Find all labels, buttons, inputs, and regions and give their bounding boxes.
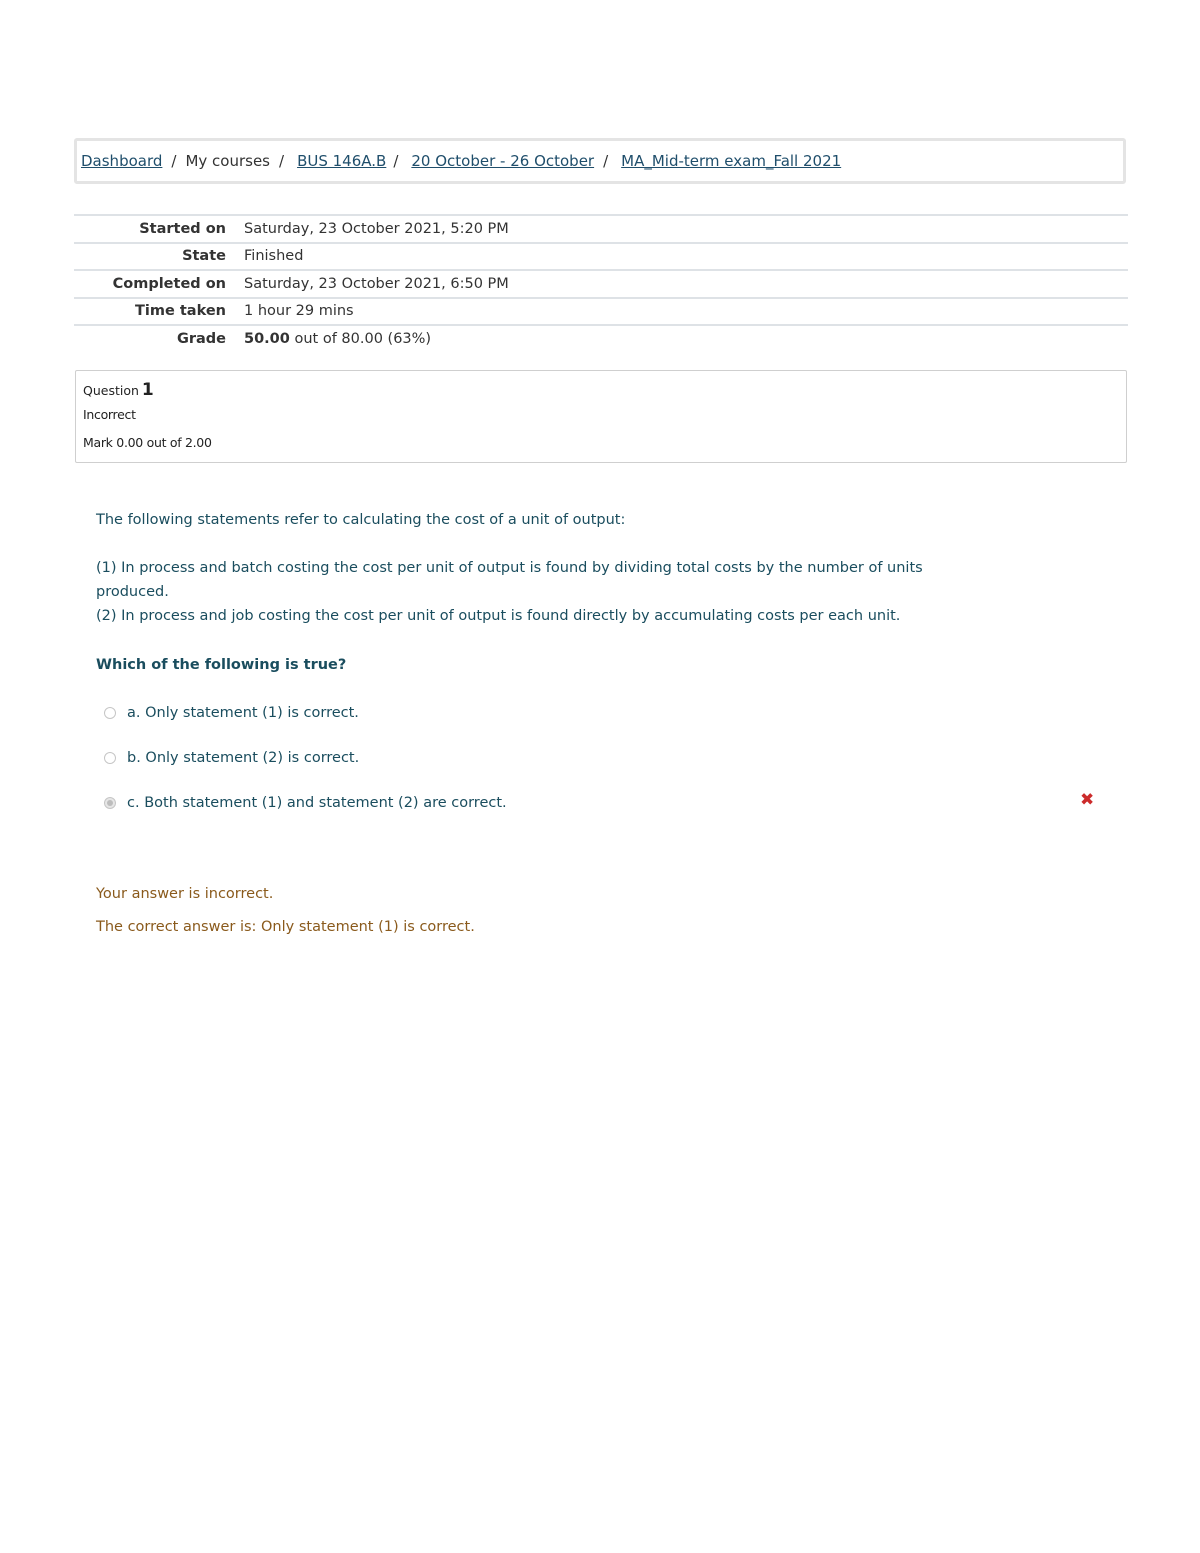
breadcrumb-separator: / xyxy=(171,152,177,170)
breadcrumb-my-courses: My courses xyxy=(185,152,270,170)
question-state: Incorrect xyxy=(83,407,136,422)
breadcrumb-separator: / xyxy=(393,152,399,170)
attempt-summary-table xyxy=(74,214,1128,353)
answer-a-label: a. Only statement (1) is correct. xyxy=(127,705,359,721)
question-intro: The following statements refer to calculating the cost of a unit of output: xyxy=(96,512,626,528)
breadcrumb-quiz-link[interactable]: MA_Mid-term exam_Fall 2021 xyxy=(621,152,842,170)
breadcrumb-course-link[interactable]: BUS 146A.B xyxy=(297,152,387,170)
grade-value-cell xyxy=(242,325,1128,353)
question-info-box xyxy=(75,370,1127,463)
breadcrumb xyxy=(74,138,1126,184)
question-statement-1: (1) In process and batch costing the cost per unit of output is found by dividing total costs by the number of units produced. xyxy=(96,560,923,600)
question-number xyxy=(83,378,1126,402)
started-on-value: Saturday, 23 October 2021, 5:20 PM xyxy=(242,215,1128,243)
grade-label: Grade xyxy=(74,325,242,353)
answer-option-b[interactable] xyxy=(104,747,359,769)
answer-feedback xyxy=(96,883,475,938)
question-label: Question xyxy=(83,383,139,398)
completed-on-value: Saturday, 23 October 2021, 6:50 PM xyxy=(242,270,1128,298)
time-taken-value: 1 hour 29 mins xyxy=(242,298,1128,326)
grade-score: 50.00 xyxy=(244,331,290,348)
summary-row-started xyxy=(74,215,1128,243)
feedback-result: Your answer is incorrect. xyxy=(96,886,274,902)
answer-c-radio-selected[interactable] xyxy=(104,797,116,809)
summary-row-completed xyxy=(74,270,1128,298)
started-on-label: Started on xyxy=(74,215,242,243)
answer-c-label: c. Both statement (1) and statement (2) are correct. xyxy=(127,795,507,811)
answer-b-radio[interactable] xyxy=(104,752,116,764)
close-icon: ✖ xyxy=(1080,790,1095,810)
question-text xyxy=(96,508,936,628)
breadcrumb-dashboard-link[interactable]: Dashboard xyxy=(81,152,163,170)
question-prompt: Which of the following is true? xyxy=(96,657,347,673)
summary-row-grade xyxy=(74,325,1128,353)
answer-a-radio[interactable] xyxy=(104,707,116,719)
feedback-correct-answer: The correct answer is: Only statement (1) is correct. xyxy=(96,919,475,935)
breadcrumb-week-link[interactable]: 20 October - 26 October xyxy=(411,152,595,170)
completed-on-label: Completed on xyxy=(74,270,242,298)
question-number-value: 1 xyxy=(141,380,154,400)
breadcrumb-separator: / xyxy=(279,152,285,170)
breadcrumb-separator: / xyxy=(603,152,609,170)
summary-row-state xyxy=(74,243,1128,271)
answer-option-c[interactable] xyxy=(104,792,507,814)
question-statement-2: (2) In process and job costing the cost per unit of output is found directly by accumulating costs per each unit. xyxy=(96,608,901,624)
question-mark: Mark 0.00 out of 2.00 xyxy=(83,435,212,450)
answer-option-a[interactable] xyxy=(104,702,359,724)
grade-out-of: out of 80.00 (63%) xyxy=(289,331,432,348)
time-taken-label: Time taken xyxy=(74,298,242,326)
state-value: Finished xyxy=(242,243,1128,271)
summary-row-time xyxy=(74,298,1128,326)
answer-b-label: b. Only statement (2) is correct. xyxy=(127,750,360,766)
state-label: State xyxy=(74,243,242,271)
